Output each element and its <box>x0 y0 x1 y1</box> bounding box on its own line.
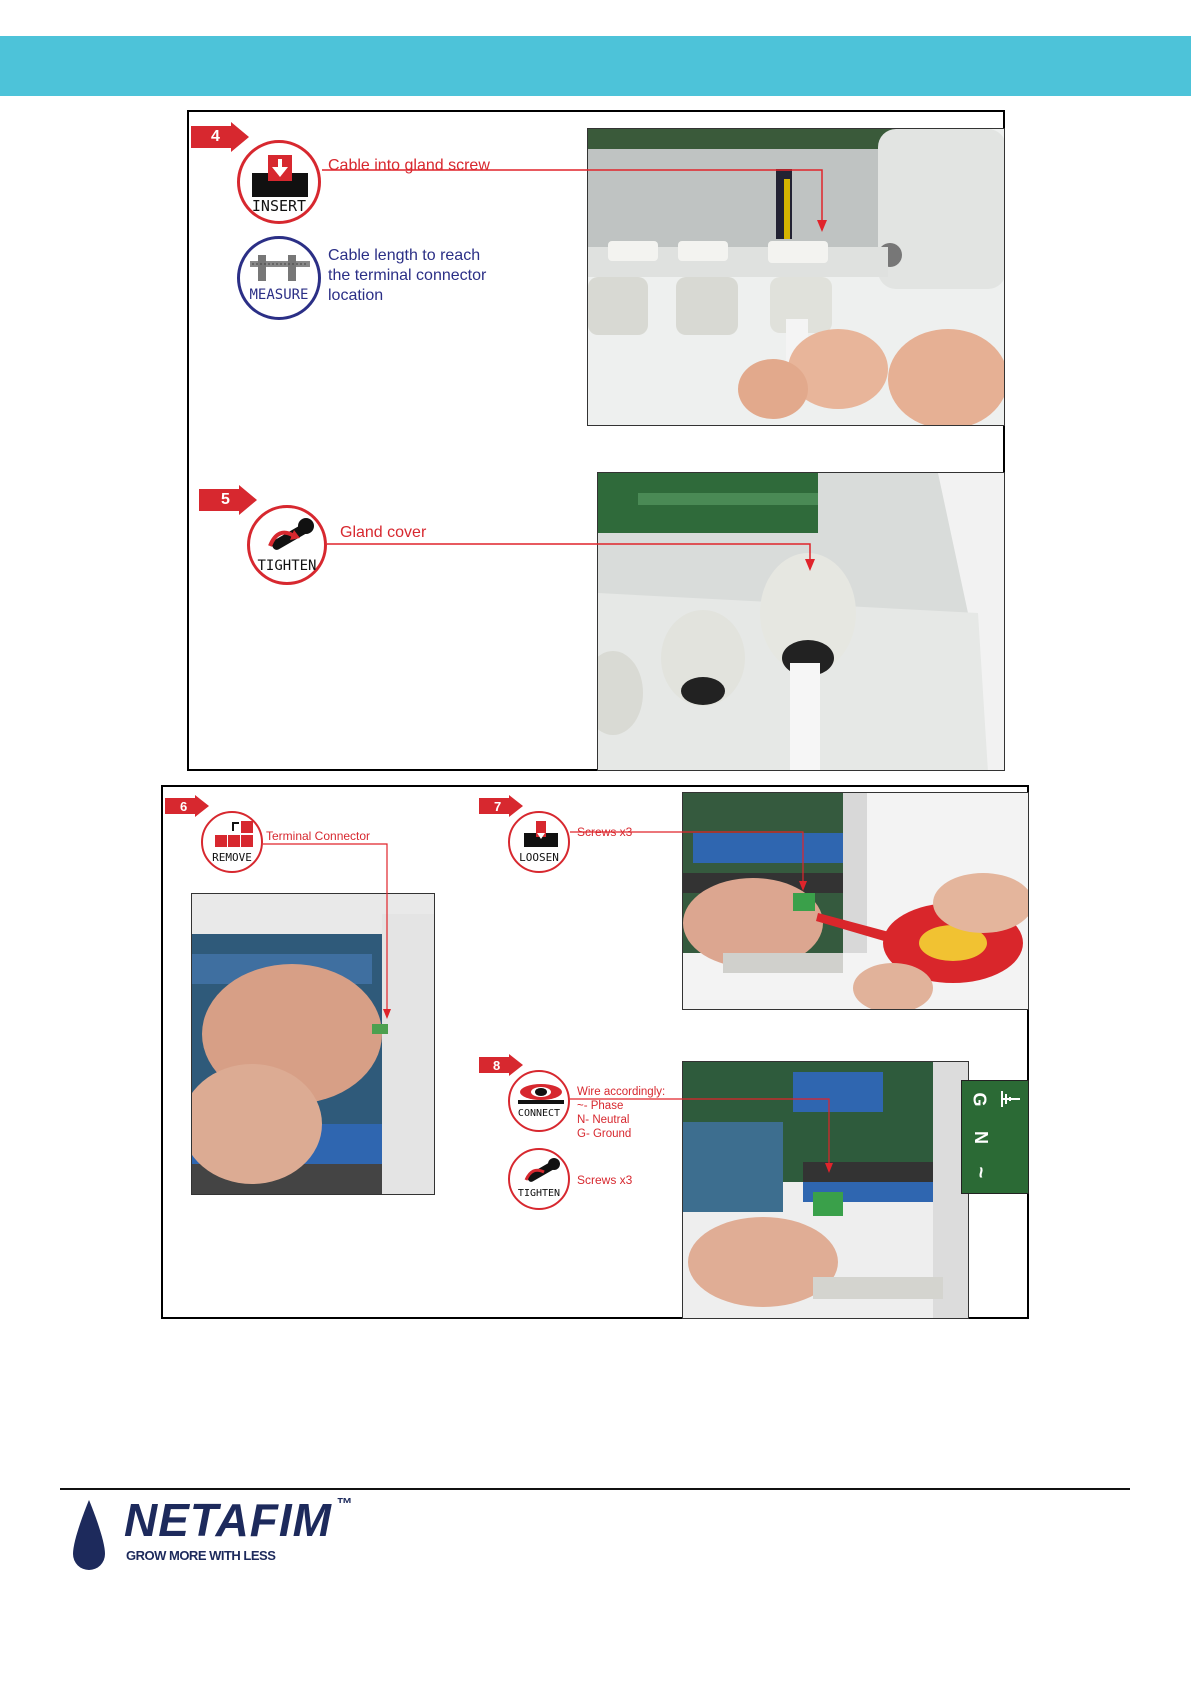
connect-line-3: N- Neutral <box>577 1114 630 1126</box>
measure-line-2: the terminal connector <box>328 267 487 284</box>
leader-lines-bottom <box>163 787 1031 1321</box>
measure-line-1: Cable length to reach <box>328 247 481 264</box>
insert-instruction: Cable into gland screw <box>328 157 490 174</box>
insert-icon-label: INSERT <box>251 197 307 215</box>
terminal-label-g: G <box>969 1092 990 1107</box>
connect-line-1: Wire accordingly: <box>577 1086 666 1098</box>
loosen-instruction: Screws x3 <box>577 825 633 839</box>
measure-icon-label: MEASURE <box>249 287 309 303</box>
water-drop-icon <box>71 1498 107 1578</box>
brand-trademark: ™ <box>336 1496 354 1513</box>
remove-icon-label: REMOVE <box>212 851 252 864</box>
terminal-label-n: N <box>971 1131 991 1144</box>
footer-divider <box>60 1488 1130 1490</box>
tighten-screws-icon-label: TIGHTEN <box>517 1188 561 1199</box>
step-number-7: 7 <box>494 799 502 814</box>
measure-line-3: location <box>328 287 384 304</box>
instruction-panel-top <box>187 110 1005 771</box>
header-bar <box>0 36 1191 96</box>
connect-line-4: G- Ground <box>577 1128 632 1140</box>
step-number-4: 4 <box>211 128 220 145</box>
brand-tagline: GROW MORE WITH LESS <box>126 1548 276 1563</box>
loosen-icon-label: LOOSEN <box>519 851 559 864</box>
step-number-6: 6 <box>180 799 188 814</box>
tighten-instruction: Gland cover <box>340 524 427 541</box>
netafim-logo <box>124 1496 353 1544</box>
brand-name: NETAFIM <box>124 1494 333 1546</box>
remove-instruction: Terminal Connector <box>266 829 371 843</box>
tighten-icon-label: TIGHTEN <box>257 558 317 574</box>
instruction-panel-bottom <box>161 785 1029 1319</box>
step-number-5: 5 <box>221 491 230 508</box>
connect-icon-label: CONNECT <box>517 1108 561 1119</box>
step-number-8: 8 <box>493 1058 501 1073</box>
leader-lines-top <box>189 112 1007 773</box>
tighten-screws-instruction: Screws x3 <box>577 1173 633 1187</box>
terminal-label-phase: ~ <box>969 1166 992 1179</box>
connect-line-2: ~- Phase <box>577 1100 624 1112</box>
